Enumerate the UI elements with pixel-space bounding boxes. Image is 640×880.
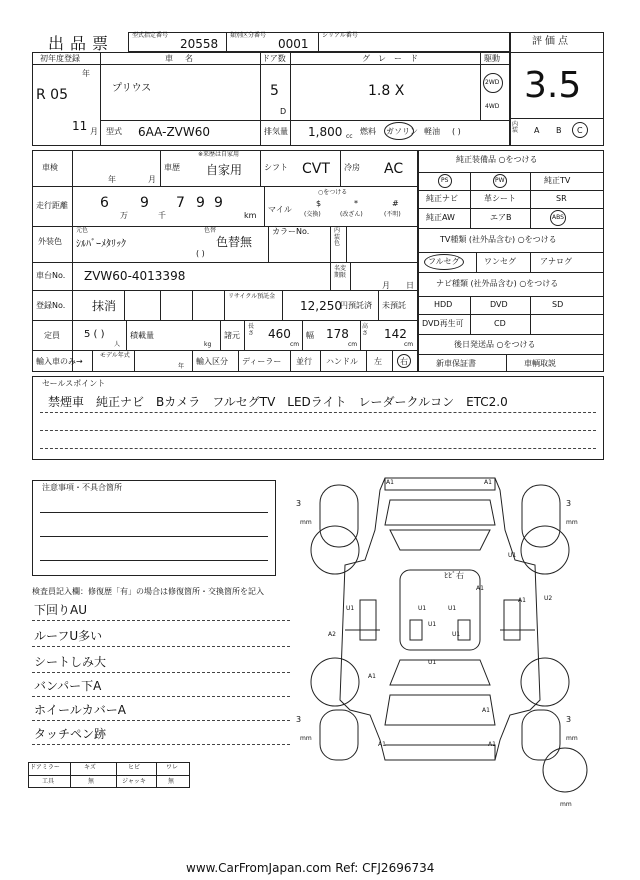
height-value: 142 xyxy=(384,327,407,341)
equip-ps: PS xyxy=(441,177,449,184)
ac-label: 冷房 xyxy=(344,163,360,172)
navi-header: ナビ種類 (社外品含む) ○をつける xyxy=(436,279,559,288)
recycle-unit: 円 xyxy=(340,301,348,310)
displacement-label: 排気量 xyxy=(264,127,288,136)
model-value: 6AA-ZVW60 xyxy=(138,125,211,139)
tread-rr-unit: mm xyxy=(566,735,578,742)
altered-sym: * xyxy=(354,199,358,208)
inspector-label: 検査員記入欄：修復歴「有」の場合は修復箇所・交換箇所を記入 xyxy=(32,587,264,596)
later-header: 後日発送品 ○をつける xyxy=(454,340,536,349)
deposited-label: 預託済 xyxy=(348,301,372,310)
color-no-label: カラーNo. xyxy=(272,227,310,236)
tread-rr: 3 xyxy=(566,715,572,724)
name-change-day: 日 xyxy=(406,281,414,290)
tools-h2: キズ xyxy=(84,764,96,771)
tv-analog: アナログ xyxy=(540,257,572,266)
mark-6: A1 xyxy=(518,597,526,604)
fuel-value: ガソリン xyxy=(386,127,418,136)
score-label: 評価点 xyxy=(532,36,571,47)
tools-r3: ジャッキ xyxy=(122,778,146,785)
mark-4: ﾋﾋﾞ右 xyxy=(444,571,464,580)
length-label: 長さ xyxy=(248,323,255,337)
tread-rl: 3 xyxy=(296,715,302,724)
plate-label: 諸元 xyxy=(224,331,240,340)
tread-fl-unit: mm xyxy=(300,519,312,526)
mark-16: A1 xyxy=(482,707,490,714)
interior-grade-c: C xyxy=(577,126,583,135)
shift-label: シフト xyxy=(264,163,288,172)
mark-8: U1 xyxy=(346,605,355,612)
unknown-label: (不明) xyxy=(384,211,401,218)
original-color-value: ｼﾙﾊﾞｰﾒﾀﾘｯｸ xyxy=(76,239,126,250)
registration-label: 登録No. xyxy=(36,301,66,310)
capacity-value: 5 ( ) xyxy=(84,329,105,340)
tread-fr-unit: mm xyxy=(566,519,578,526)
first-reg-month-unit: 月 xyxy=(90,127,98,136)
tools-r1: 工具 xyxy=(42,778,55,785)
note-item-1: 下回りAU xyxy=(34,603,87,617)
exchanged-label: (交換) xyxy=(304,211,321,218)
tread-spare-unit: mm xyxy=(560,801,572,808)
car-name-value: プリウス xyxy=(112,83,152,94)
navi-dvd: DVD xyxy=(490,300,508,309)
drive-2wd: 2WD xyxy=(485,79,500,86)
mark-2: A1 xyxy=(484,479,492,486)
tv-fullseg: フルセグ xyxy=(428,257,460,266)
load-label: 積載量 xyxy=(130,331,154,340)
mark-13: U1 xyxy=(452,631,461,638)
category-label: 類別区分番号 xyxy=(230,32,267,39)
mileage-unit2: 千 xyxy=(158,211,166,220)
doors-suffix: D xyxy=(280,107,287,116)
model-year-label: モデル年式 xyxy=(100,352,130,359)
mileage-d5: 9 xyxy=(214,195,223,211)
equip-airbag: エアB xyxy=(490,213,512,222)
mileage-d1: 6 xyxy=(100,195,109,211)
height-label: 高さ xyxy=(362,323,369,337)
caution-box xyxy=(32,480,276,576)
mileage-circle-note: ○をつける xyxy=(318,189,348,196)
import-label: 輸入車のみ→ xyxy=(36,357,83,366)
note-item-3: シートしみ大 xyxy=(34,655,107,669)
navi-hdd: HDD xyxy=(434,300,453,309)
displacement-value: 1,800 xyxy=(308,125,343,139)
equip-aw: 純正AW xyxy=(426,213,455,222)
mileage-d2: 9 xyxy=(140,195,149,211)
caution-label: 注意事項・不具合箇所 xyxy=(42,483,122,492)
tv-oneseg: ワンセグ xyxy=(484,257,516,266)
mark-10: U1 xyxy=(448,605,457,612)
mark-1: A1 xyxy=(386,479,394,486)
first-reg-year-unit: 年 xyxy=(82,69,90,78)
mark-17: A1 xyxy=(378,741,386,748)
not-deposited-label: 未預託 xyxy=(382,301,406,310)
tread-rl-unit: mm xyxy=(300,735,312,742)
light-label: 軽油 xyxy=(424,127,440,136)
equip-pw: PW xyxy=(495,177,505,184)
first-reg-label: 初年度登録 xyxy=(40,54,80,63)
mark-18: A1 xyxy=(488,741,496,748)
altered-label: (改ざん) xyxy=(340,211,363,218)
model-label: 型式 xyxy=(106,127,122,136)
mark-11: A2 xyxy=(328,631,336,638)
note-item-4: バンパー下A xyxy=(34,679,102,693)
footer-reference: www.CarFromJapan.com Ref: CFJ2696734 xyxy=(186,861,435,875)
grade-label: グレード xyxy=(362,54,426,63)
width-unit: cm xyxy=(348,341,358,348)
mileage-d3: 7 xyxy=(176,195,185,211)
chassis-label: 車台No. xyxy=(36,271,66,280)
exchanged-sym: $ xyxy=(316,199,322,208)
mileage-unit3: km xyxy=(244,211,257,220)
length-value: 460 xyxy=(268,327,291,341)
sales-points-label: セールスポイント xyxy=(42,379,106,388)
capacity-unit: 人 xyxy=(114,341,121,348)
tools-h3: ヒビ xyxy=(128,764,141,771)
mark-15: A1 xyxy=(368,673,376,680)
navi-dvd-play: DVD再生可 xyxy=(422,319,464,328)
tread-fl: 3 xyxy=(296,499,302,508)
current-color-paren: ( ) xyxy=(196,249,205,258)
current-color-label: 色替 xyxy=(204,227,217,234)
genuine-header: 純正装備品 ○をつける xyxy=(456,155,538,164)
drive-label: 駆動 xyxy=(484,54,500,63)
name-change-label: 名変期限 xyxy=(334,265,347,279)
score-value: 3.5 xyxy=(524,65,582,106)
note-item-2: ルーフU多い xyxy=(34,629,103,643)
type-cert-value: 20558 xyxy=(180,37,219,51)
tv-header: TV種類 (社外品含む) ○をつける xyxy=(440,235,557,244)
equip-tv: 純正TV xyxy=(544,176,571,185)
mileage-unit1: 万 xyxy=(120,211,128,220)
navi-sd: SD xyxy=(552,300,564,309)
category-value: 0001 xyxy=(278,37,309,51)
tools-r2: 無 xyxy=(88,778,95,785)
interior-color-label: 内装色 xyxy=(334,227,341,248)
color-label: 外装色 xyxy=(38,237,62,246)
car-name-label: 車名 xyxy=(165,54,205,63)
mileage-label: 走行距離 xyxy=(36,201,68,210)
recycle-value: 12,250 xyxy=(300,299,342,313)
model-year-unit: 年 xyxy=(178,363,185,370)
navi-cd: CD xyxy=(494,319,506,328)
capacity-label: 定員 xyxy=(44,331,60,340)
mileage-d4: 9 xyxy=(196,195,205,211)
interior-label: 内装 xyxy=(512,121,519,134)
shift-value: CVT xyxy=(302,161,330,177)
length-unit: cm xyxy=(290,341,300,348)
note-item-5: ホイールカバーA xyxy=(34,703,126,717)
dealer-label: ディーラー xyxy=(242,357,282,366)
sales-points-text: 禁煙車 純正ナビ Bカメラ フルセグTV LEDライト レーダークルコン ETC2.0 xyxy=(48,395,508,409)
doors-label: ドア数 xyxy=(262,54,286,63)
chassis-value: ZVW60-4013398 xyxy=(84,269,186,283)
load-unit: kg xyxy=(204,341,212,348)
equip-abs: ABS xyxy=(552,214,564,221)
usage-label: 車歴 xyxy=(164,163,180,172)
handle-label: ハンドル xyxy=(326,357,358,366)
handle-left: 左 xyxy=(374,357,382,366)
miles-label: マイル xyxy=(268,205,292,214)
usage-value: 自家用 xyxy=(206,163,243,177)
recycle-label: リサイクル預託金 xyxy=(228,293,276,300)
drive-4wd: 4WD xyxy=(485,103,500,110)
tread-fr: 3 xyxy=(566,499,572,508)
note-item-6: タッチペン跡 xyxy=(34,727,107,741)
name-change-month: 月 xyxy=(382,281,390,290)
registration-value: 抹消 xyxy=(92,299,117,313)
interior-grade-b: B xyxy=(556,126,562,135)
tools-h1: ドアミラー xyxy=(30,764,60,771)
shaken-month-unit: 月 xyxy=(148,175,156,184)
ac-value: AC xyxy=(384,161,404,177)
parallel-label: 並行 xyxy=(296,357,312,366)
first-reg-era: R 05 xyxy=(36,87,68,103)
later-warranty: 新車保証書 xyxy=(436,359,476,368)
equip-leather: 革シート xyxy=(484,194,516,203)
equip-sr: SR xyxy=(556,194,567,203)
handle-right: 右 xyxy=(400,357,408,366)
height-unit: cm xyxy=(404,341,414,348)
mark-5: A1 xyxy=(476,585,484,592)
original-color-label: 元色 xyxy=(76,227,89,234)
width-label: 幅 xyxy=(306,331,314,340)
width-value: 178 xyxy=(326,327,349,341)
interior-grade-a: A xyxy=(534,126,540,135)
fuel-label: 燃料 xyxy=(360,127,376,136)
page-title: 出品票 xyxy=(48,34,115,53)
usage-note: ※来歴は自家用 xyxy=(198,151,240,158)
shaken-label: 車検 xyxy=(42,163,58,172)
first-reg-month: 11 xyxy=(72,119,88,133)
mark-7: U2 xyxy=(544,595,553,602)
serial-label: シリアル番号 xyxy=(322,32,358,39)
mark-3: U1 xyxy=(508,552,517,559)
type-cert-label: 型式指定番号 xyxy=(132,32,169,39)
shaken-year-unit: 年 xyxy=(108,175,116,184)
import-type-label: 輸入区分 xyxy=(196,357,228,366)
tools-h4: ワレ xyxy=(166,764,179,771)
displacement-unit: cc xyxy=(346,133,353,140)
mark-14: U1 xyxy=(428,659,437,666)
mark-12: U1 xyxy=(428,621,437,628)
current-color-value: 色替無 xyxy=(216,235,253,249)
doors-value: 5 xyxy=(270,83,279,99)
later-manual: 車輌取説 xyxy=(524,359,556,368)
tools-r4: 無 xyxy=(168,778,175,785)
equip-navi: 純正ナビ xyxy=(426,194,458,203)
light-paren: ( ) xyxy=(452,127,461,136)
unknown-sym: # xyxy=(392,199,399,208)
mark-9: U1 xyxy=(418,605,427,612)
grade-value: 1.8 X xyxy=(368,83,405,99)
